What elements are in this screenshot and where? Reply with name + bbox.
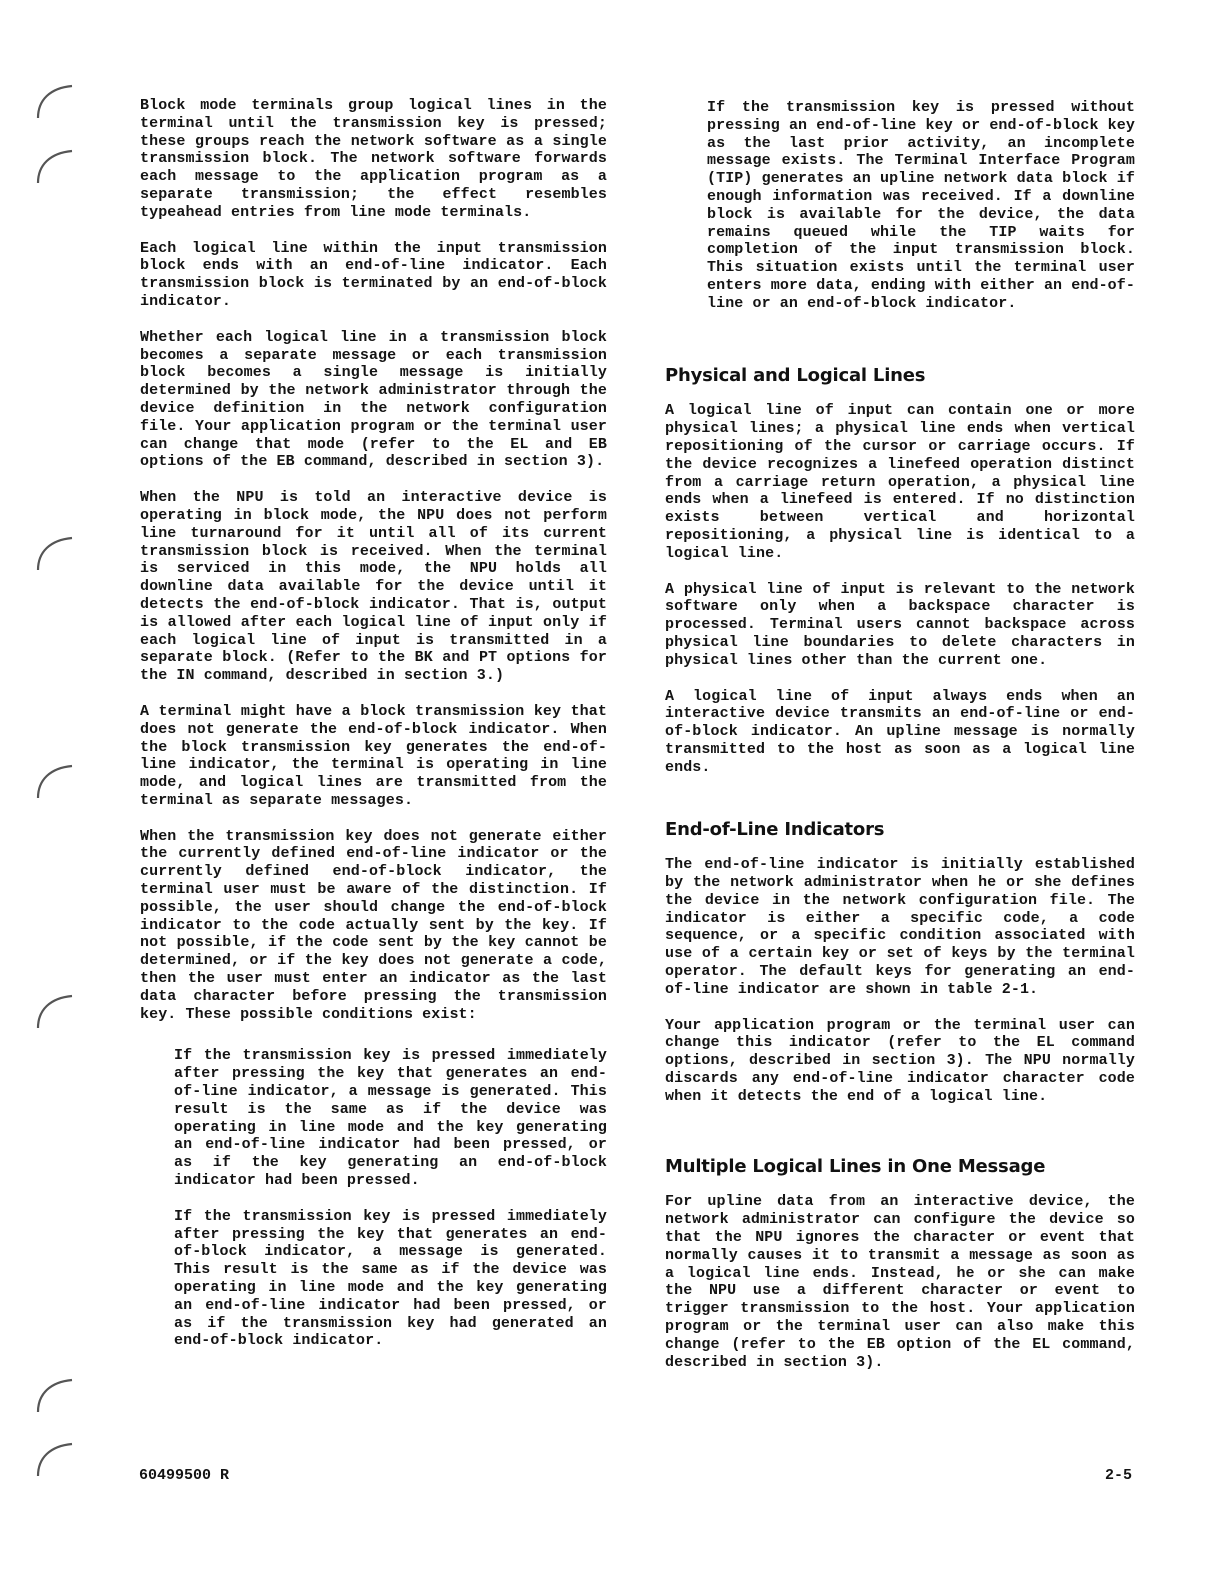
right-column	[665, 99, 1135, 1389]
paragraph: Each logical line within the input transmission block ends with an end-of-line indicator. Each transmission block is terminated by an end-of-block indicator.	[140, 239, 607, 310]
paragraph: A terminal might have a block transmission key that does not generate the end-of-block indicator. When the block transmission key generates the end-of-line indicator, the terminal is operating in line mode, and logical lines are transmitted from the terminal as separate messages.	[140, 702, 607, 809]
paragraph: When the NPU is told an interactive device is operating in block mode, the NPU does not perform line turnaround for it until all of its current transmission block is received. When the terminal is serviced in this mode, the NPU holds all downline data available for the device until it detects the end-of-block indicator. That is, output is allowed after each logical line of input only if each logical line of input is transmitted in a separate block. (Refer to the BK and PT options for the IN command, described in section 3.)	[140, 489, 607, 685]
condition-item: If the transmission key is pressed immediately after pressing the key that generates an end-of-block indicator, a message is generated. This result is the same as if the device was operating in line mode and the key generating an end-of-line indicator had been pressed, or as if the transmission key had generated an end-of-block indicator.	[174, 1207, 607, 1350]
document-number: 60499500 R	[139, 1467, 230, 1484]
punch-hole-mark	[30, 1436, 76, 1482]
punch-hole-mark	[30, 988, 76, 1034]
punch-hole-mark	[30, 143, 76, 189]
section-heading-multiple-logical-lines: Multiple Logical Lines in One Message	[665, 1155, 1046, 1177]
paragraph: Whether each logical line in a transmission block becomes a separate message or each transmission block becomes a single message is initially determined by the network administrator through the device definition in the network configuration file. Your application program or the terminal user can change that mode (refer to the EL and EB options of the EB command, described in section 3).	[140, 328, 607, 471]
page-number: 2-5	[1105, 1467, 1133, 1484]
paragraph: A logical line of input always ends when an interactive device transmits an end-of-line or end-of-block indicator. An upline message is normally transmitted to the host as soon as a logical line ends.	[665, 687, 1135, 776]
paragraph: For upline data from an interactive device, the network administrator can configure the device so that the NPU ignores the character or event that normally causes it to transmit a message as soon as a logical line ends. Instead, he or she can make the NPU use a different character or event to trigger transmission to the host. Your application program or the terminal user can also make this change (refer to the EB option of the EL command, described in section 3).	[665, 1193, 1135, 1371]
paragraph: A physical line of input is relevant to the network software only when a backspace character is processed. Terminal users cannot backspace across physical line boundaries to delete characters in physical lines other than the current one.	[665, 580, 1135, 669]
section-heading-physical-logical-lines: Physical and Logical Lines	[665, 364, 926, 386]
condition-item: If the transmission key is pressed immediately after pressing the key that generates an end-of-line indicator, a message is generated. This result is the same as if the device was operating in line mode and the key generating an end-of-line indicator had been pressed, or as if the key generating an end-of-block indicator had been pressed.	[174, 1047, 607, 1190]
section-heading-end-of-line-indicators: End-of-Line Indicators	[665, 818, 885, 840]
paragraph: Your application program or the terminal user can change this indicator (refer to the EL command options, described in section 3). The NPU normally discards any end-of-line indicator character code when it detects the end of a logical line.	[665, 1016, 1135, 1105]
paragraph: The end-of-line indicator is initially established by the network administrator when he or she defines the device in the network configuration file. The indicator is either a specific code, a code sequence, or a specific condition associated with use of a certain key or set of keys by the terminal operator. The default keys for generating an end-of-line indicator are shown in table 2-1.	[665, 856, 1135, 998]
paragraph: When the transmission key does not generate either the currently defined end-of-line indicator or the currently defined end-of-block indicator, the terminal user must be aware of the distinction. If possible, the user should change the end-of-block indicator to the code actually sent by the key. If not possible, if the code sent by the key cannot be determined, or if the key does not generate a code, then the user must enter an indicator as the last data character before pressing the transmission key. These possible conditions exist:	[140, 827, 607, 1023]
punch-hole-mark	[30, 78, 76, 124]
punch-hole-mark	[30, 758, 76, 804]
paragraph: A logical line of input can contain one or more physical lines; a physical line ends when vertical repositioning of the cursor or carriage occurs. If the device recognizes a linefeed operation distinct from a carriage return operation, a physical line ends when a linefeed is entered. If no distinction exists between vertical and horizontal repositioning, a physical line is identical to a logical line.	[665, 402, 1135, 562]
paragraph: If the transmission key is pressed without pressing an end-of-line key or end-of-block key as the last prior activity, an incomplete message exists. The Terminal Interface Program (TIP) generates an upline network data block if enough information was received. If a downline block is available for the device, the data remains queued while the TIP waits for completion of the input transmission block. This situation exists until the terminal user enters more data, ending with either an end-of-line or an end-of-block indicator.	[707, 99, 1135, 312]
punch-hole-mark	[30, 1372, 76, 1418]
punch-hole-mark	[30, 530, 76, 576]
paragraph: Block mode terminals group logical lines in the terminal until the transmission key is pressed; these groups reach the network software as a single transmission block. The network software forwards each message to the application program as a separate transmission; the effect resembles typeahead entries from line mode terminals.	[140, 97, 607, 221]
left-column	[140, 97, 607, 1368]
